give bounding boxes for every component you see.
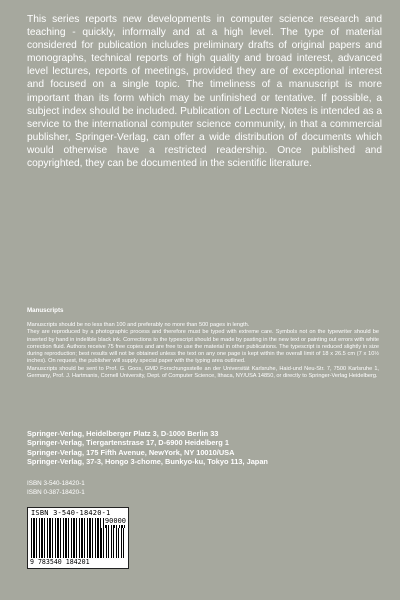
address-tokyo: Springer-Verlag, 37-3, Hongo 3-chome, Bunkyo-ku, Tokyo 113, Japan xyxy=(27,457,268,467)
barcode-isbn-text: ISBN 3-540-18420-1 xyxy=(31,509,111,517)
barcode-digits: 9 783540 184201 xyxy=(30,558,90,566)
manuscripts-paragraph-reproduction: They are reproduced by a photographic process and therefore must be typed with extreme care. Symbols not on the typewriter should be inserted by hand in indelible black ink. Corrections to the typescript should be made by pasting in the new text or painting out errors with white correction fluid. Authors receive 75 free copies and are free to use the material in other publications. The typescript is reduced slightly in size during reproduction; best results will not be obtained unless the text on any one page is kept within the overall limit of 18 x 26.5 cm (7 x 10½ inches). On request, the publisher will supply special paper with the typing area outlined. xyxy=(27,329,379,365)
manuscripts-paragraph-length: Manuscripts should be no less than 100 and preferably no more than 500 pages in length. xyxy=(27,322,250,328)
series-description: This series reports new developments in computer science research and teaching - quickly, informally and at a high level. The type of material considered for publication includes preliminary drafts of original papers and monographs, technical reports of high quality and broad interest, advanced level lectures, reports of meetings, provided they are of exceptional interest and focused on a single topic. The timeliness of a manuscript is more important than its form which may be unfinished or tentative. If possible, a subject index should be included. Publication of Lecture Notes is intended as a service to the international computer science community, in that a commercial publisher, Springer-Verlag, can offer a wide distribution of documents which would otherwise have a restricted readership. Once published and copyrighted, they can be documented in the scientific literature. xyxy=(27,14,382,170)
address-heidelberg: Springer-Verlag, Tiergartenstrase 17, D-6900 Heidelberg 1 xyxy=(27,438,229,448)
address-newyork: Springer-Verlag, 175 Fifth Avenue, NewYork, NY 10010/USA xyxy=(27,447,235,457)
publisher-addresses xyxy=(27,429,377,467)
barcode-addon-bars-icon xyxy=(101,528,126,558)
isbn-german: ISBN 3-540-18420-1 xyxy=(27,480,85,487)
barcode xyxy=(27,507,129,569)
manuscripts-paragraph-submission: Manuscripts should be sent to Prof. G. Goos, GMD Forschungsstelle an der Universität Karlsruhe, Haid-und Neu-Str. 7, 7500 Karlsruhe 1, Germany, Prof. J. Hartmanis, Cornell University, Dept. of Computer Science, Ithaca, NY/USA 14850, or directly to Springer-Verlag Heidelberg. xyxy=(27,365,379,380)
manuscripts-heading: Manuscripts xyxy=(27,307,64,314)
barcode-price-code: 90000 xyxy=(104,517,126,525)
isbn-list xyxy=(27,479,85,497)
address-berlin: Springer-Verlag, Heidelberger Platz 3, D-1000 Berlin 33 xyxy=(27,429,219,438)
isbn-us: ISBN 0-387-18420-1 xyxy=(27,489,85,497)
manuscripts-body xyxy=(27,322,379,380)
